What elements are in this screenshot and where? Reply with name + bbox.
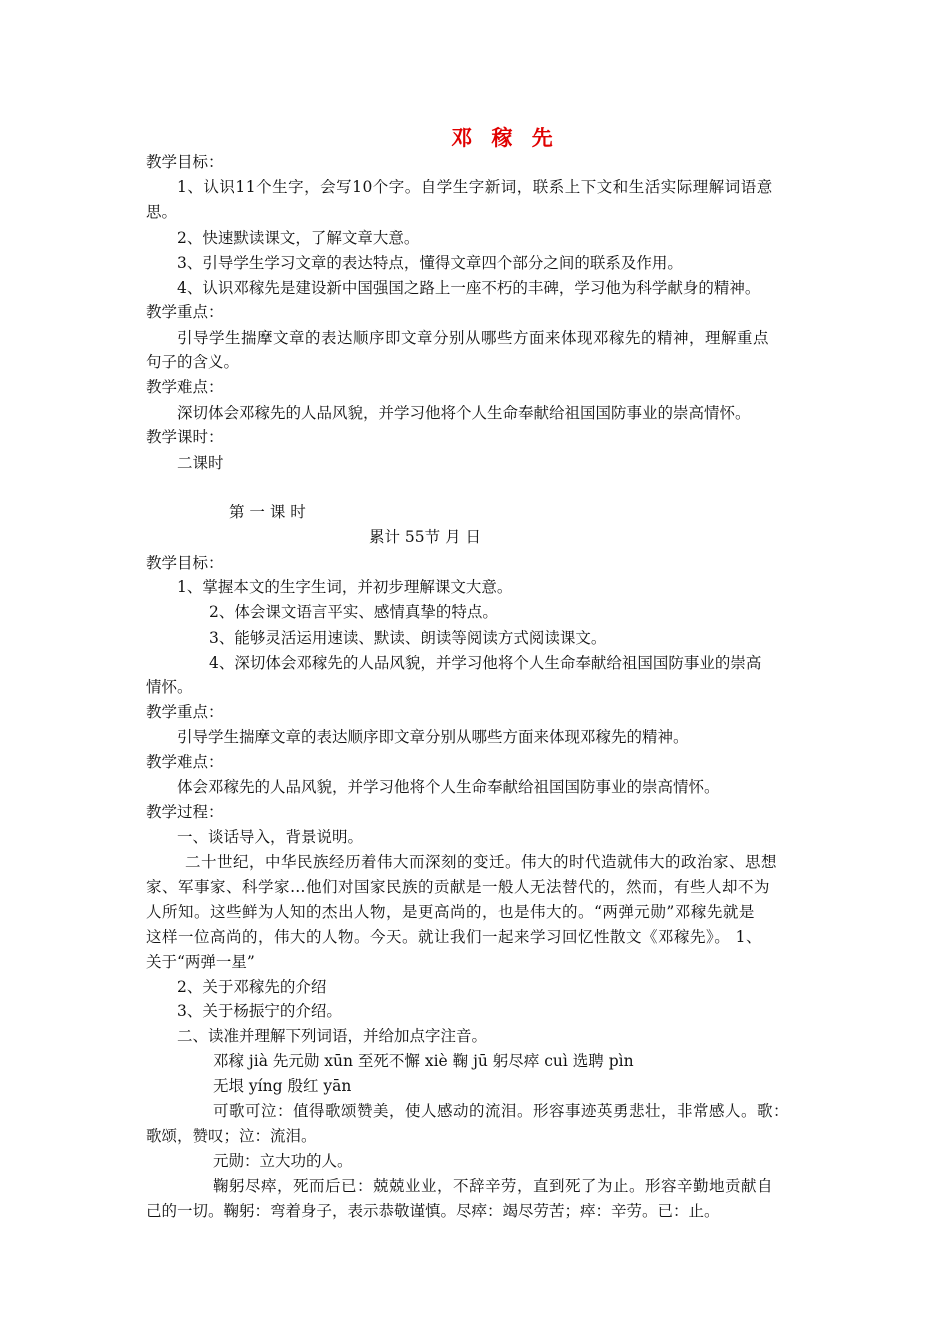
vocabulary-pinyin-line-1: 邓稼 jià 先元勋 xūn 至死不懈 xiè 鞠 jū 躬尽瘁 cuì 选聘 pìn <box>213 1052 634 1070</box>
heading-key-points: 教学重点： <box>146 303 224 321</box>
definition-kegekeqi: 可歌可泣：值得歌颂赞美，使人感动的流泪。形容事迹英勇悲壮，非常感人。歌： <box>213 1102 790 1120</box>
section-first-lesson: 第 一 课 时 <box>229 503 306 521</box>
intro-paragraph-line-3: 人所知。这些鲜为人知的杰出人物，是更高尚的，也是伟大的。“两弹元勋”邓稼先就是 <box>146 903 755 921</box>
lesson-goal-4: 4、深切体会邓稼先的人品风貌，并学习他将个人生命奉献给祖国国防事业的崇高 <box>209 654 762 672</box>
heading-lesson-difficulties: 教学难点： <box>146 753 224 771</box>
heading-teaching-process: 教学过程： <box>146 803 224 821</box>
goal-4: 4、认识邓稼先是建设新中国强国之路上一座不朽的丰碑，学习他为科学献身的精神。 <box>177 279 761 297</box>
goal-3: 3、引导学生学习文章的表达特点，懂得文章四个部分之间的联系及作用。 <box>177 254 683 272</box>
definition-yuanxun: 元勋：立大功的人。 <box>213 1152 353 1170</box>
difficulty-text: 深切体会邓稼先的人品风貌，并学习他将个人生命奉献给祖国国防事业的崇高情怀。 <box>177 404 751 422</box>
heading-difficulties: 教学难点： <box>146 378 224 396</box>
lesson-goal-3: 3、能够灵活运用速读、默读、朗读等阅读方式阅读课文。 <box>209 629 607 647</box>
definition-kegekeqi-cont: 歌颂，赞叹；泣：流泪。 <box>146 1127 317 1145</box>
class-hours-text: 二课时 <box>177 454 224 472</box>
heading-teaching-goals: 教学目标： <box>146 153 224 171</box>
vocabulary-pinyin-line-2: 无垠 yíng 殷红 yān <box>213 1077 352 1095</box>
process-step-1: 一、谈话导入，背景说明。 <box>177 828 364 846</box>
goal-1: 1、认识11个生字，会写10个字。自学生字新词，联系上下文和生活实际理解词语意 <box>177 178 773 196</box>
heading-lesson-key-points: 教学重点： <box>146 703 224 721</box>
heading-lesson-goals: 教学目标： <box>146 554 224 572</box>
goal-2: 2、快速默读课文，了解文章大意。 <box>177 229 420 247</box>
lesson-difficulty-text: 体会邓稼先的人品风貌，并学习他将个人生命奉献给祖国国防事业的崇高情怀。 <box>177 778 720 796</box>
key-point-text-cont: 句子的含义。 <box>146 353 240 371</box>
intro-paragraph-line-4: 这样一位高尚的，伟大的人物。今天。就让我们一起来学习回忆性散文《邓稼先》。 1、 <box>146 928 763 946</box>
intro-paragraph-line-5: 关于“两弹一星” <box>146 953 255 971</box>
document-title: 邓 稼 先 <box>451 125 559 150</box>
background-item-3: 3、关于杨振宁的介绍。 <box>177 1002 342 1020</box>
goal-1-cont: 思。 <box>146 203 178 221</box>
lesson-goal-1: 1、掌握本文的生字生词，并初步理解课文大意。 <box>177 578 513 596</box>
lesson-goal-4-cont: 情怀。 <box>146 678 193 696</box>
process-step-2: 二、读准并理解下列词语，并给加点字注音。 <box>177 1027 488 1045</box>
lesson-count-date: 累计 55节 月 日 <box>369 528 482 546</box>
definition-jugongjincui-cont: 己的一切。鞠躬：弯着身子，表示恭敬谨慎。尽瘁：竭尽劳苦；瘁：辛劳。已：止。 <box>146 1202 720 1220</box>
heading-class-hours: 教学课时： <box>146 428 224 446</box>
definition-jugongjincui: 鞠躬尽瘁，死而后已：兢兢业业，不辞辛劳，直到死了为止。形容辛勤地贡献自 <box>213 1177 774 1195</box>
intro-paragraph-line-2: 家、军事家、科学家…他们对国家民族的贡献是一般人无法替代的，然而，有些人却不为 <box>146 878 771 896</box>
intro-paragraph-line-1: 二十世纪，中华民族经历着伟大而深刻的变迁。伟大的时代造就伟大的政治家、思想 <box>185 853 778 871</box>
lesson-key-point-text: 引导学生揣摩文章的表达顺序即文章分别从哪些方面来体现邓稼先的精神。 <box>177 728 689 746</box>
key-point-text: 引导学生揣摩文章的表达顺序即文章分别从哪些方面来体现邓稼先的精神，理解重点 <box>177 329 770 347</box>
background-item-2: 2、关于邓稼先的介绍 <box>177 978 327 996</box>
lesson-goal-2: 2、体会课文语言平实、感情真挚的特点。 <box>209 603 498 621</box>
